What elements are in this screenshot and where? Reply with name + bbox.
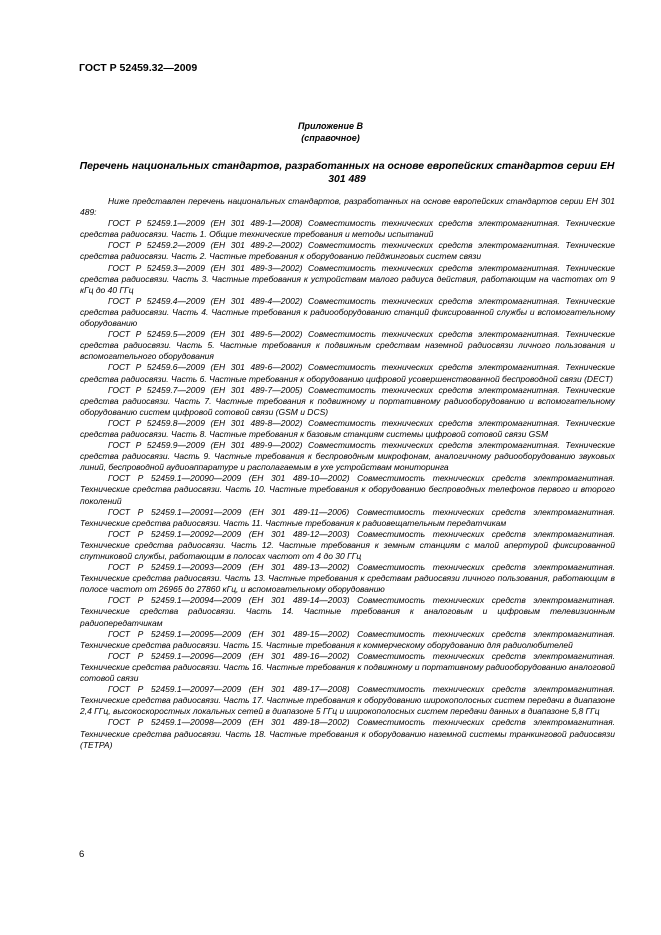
section-title: Перечень национальных стандартов, разработанных на основе европейских стандартов серии ЕН 301 489 bbox=[79, 161, 615, 185]
page-number: 6 bbox=[79, 849, 85, 860]
standard-entry: ГОСТ Р 52459.1—2009 (ЕН 301 489-1—2008) Совместимость технических средств электромагнитная. Технические средства радиосвязи. Часть 1. Общие технические требования и методы испытаний bbox=[80, 218, 615, 240]
standard-entry: ГОСТ Р 52459.9—2009 (ЕН 301 489-9—2002) Совместимость технических средств электромагнитная. Технические средства радиосвязи. Часть 9. Частные требования к беспроводным микрофонам, аналогичному радиооборудованию звуковых линий, беспроводной аудиоаппаратуре и располагаемым в ухе устройствам мониторинга bbox=[80, 440, 615, 473]
standard-entry: ГОСТ Р 52459.1—20096—2009 (ЕН 301 489-16—2002) Совместимость технических средств электромагнитная. Технические средства радиосвязи. Часть 16. Частные требования к подвижному и портативному радиооборудованию аналоговой сотовой связи bbox=[80, 650, 615, 684]
standard-entry: ГОСТ Р 52459.2—2009 (ЕН 301 489-2—2002) Совместимость технических средств электромагнитная. Технические средства радиосвязи. Часть 2. Частные требования к оборудованию пейджинговых систем связи bbox=[80, 240, 615, 262]
standard-entry: ГОСТ Р 52459.1—20097—2009 (ЕН 301 489-17—2008) Совместимость технических средств электромагнитная. Технические средства радиосвязи. Часть 17. Частные требования к оборудованию широкополосных систем передачи в диапазоне 2,4 ГГц, высокоскоростных локальных сетей в диапазоне 5 ГГц и широкополосных систем передачи данных в диапазоне 5,8 ГГц bbox=[80, 684, 615, 717]
standard-entry: ГОСТ Р 52459.1—20098—2009 (ЕН 301 489-18—2002) Совместимость технических средств электромагнитная. Технические средства радиосвязи. Часть 18. Частные требования к оборудованию наземной системы транкинговой радиосвязи (TETPA) bbox=[80, 717, 615, 750]
standard-entry: ГОСТ Р 52459.1—20090—2009 (ЕН 301 489-10—2002) Совместимость технических средств электромагнитная. Технические средства радиосвязи. Часть 10. Частные требования к оборудованию беспроводных телефонов первого и второго поколений bbox=[80, 473, 615, 506]
annex-title: Приложение В bbox=[298, 121, 363, 131]
annex-subtitle: (справочное) bbox=[301, 133, 360, 143]
annex-heading bbox=[0, 120, 661, 144]
standard-entry: ГОСТ Р 52459.1—20091—2009 (ЕН 301 489-11—2006) Совместимость технических средств электромагнитная. Технические средства радиосвязи. Часть 11. Частные требования к радиовещательным передатчикам bbox=[80, 506, 615, 528]
standard-entry: ГОСТ Р 52459.7—2009 (ЕН 301 489-7—2005) Совместимость технических средств электромагнитная. Технические средства радиосвязи. Часть 7. Частные требования к подвижному и портативному радиооборудованию и вспомогательному оборудованию систем цифровой сотовой связи (GSM и DCS) bbox=[80, 384, 615, 417]
standard-entry: ГОСТ Р 52459.3—2009 (ЕН 301 489-3—2002) Совместимость технических средств электромагнитная. Технические средства радиосвязи. Часть 3. Частные требования к устройствам малого радиуса действия, работающим на частотах от 9 кГц до 40 ГГц bbox=[80, 262, 615, 295]
standard-entry: ГОСТ Р 52459.1—20094—2009 (ЕН 301 489-14—2003) Совместимость технических средств электромагнитная. Технические средства радиосвязи. Часть 14. Частные требования к аналоговым и цифровым телевизионным радиопередатчикам bbox=[80, 595, 615, 628]
standard-entry: ГОСТ Р 52459.5—2009 (ЕН 301 489-5—2002) Совместимость технических средств электромагнитная. Технические средства радиосвязи. Часть 5. Частные требования к подвижным средствам наземной радиосвязи личного пользования и вспомогательного оборудования bbox=[80, 329, 615, 362]
standard-entry: ГОСТ Р 52459.4—2009 (ЕН 301 489-4—2002) Совместимость технических средств электромагнитная. Технические средства радиосвязи. Часть 4. Частные требования к радиооборудованию станций фиксированной службы и вспомогательному оборудованию bbox=[80, 295, 615, 329]
intro-paragraph: Ниже представлен перечень национальных стандартов, разработанных на основе европейских стандартов серии ЕН 301 489: bbox=[80, 196, 615, 218]
standard-entry: ГОСТ Р 52459.1—20092—2009 (ЕН 301 489-12—2003) Совместимость технических средств электромагнитная. Технические средства радиосвязи. Часть 12. Частные требования к земным станциям с малой апертурой фиксированной спутниковой службы, работающим в полосах частот от 4 до 30 ГГц bbox=[80, 528, 615, 561]
standard-entry: ГОСТ Р 52459.1—20093—2009 (ЕН 301 489-13—2002) Совместимость технических средств электромагнитная. Технические средства радиосвязи. Часть 13. Частные требования к средствам радиосвязи личного пользования, работающим в полосе частот от 26965 до 27860 кГц, и вспомогательному оборудованию bbox=[80, 562, 615, 595]
standard-entry: ГОСТ Р 52459.6—2009 (ЕН 301 489-6—2002) Совместимость технических средств электромагнитная. Технические средства радиосвязи. Часть 6. Частные требования к оборудованию цифровой усовершенствованной беспроводной связи (DECT) bbox=[80, 362, 615, 384]
standard-entry: ГОСТ Р 52459.1—20095—2009 (ЕН 301 489-15—2002) Совместимость технических средств электромагнитная. Технические средства радиосвязи. Часть 15. Частные требования к коммерческому оборудованию для радиолюбителей bbox=[80, 628, 615, 650]
standard-entry: ГОСТ Р 52459.8—2009 (ЕН 301 489-8—2002) Совместимость технических средств электромагнитная. Технические средства радиосвязи. Часть 8. Частные требования к базовым станциям системы цифровой сотовой связи GSM bbox=[80, 417, 615, 439]
document-header: ГОСТ Р 52459.32—2009 bbox=[79, 62, 198, 74]
body-text bbox=[80, 196, 615, 751]
